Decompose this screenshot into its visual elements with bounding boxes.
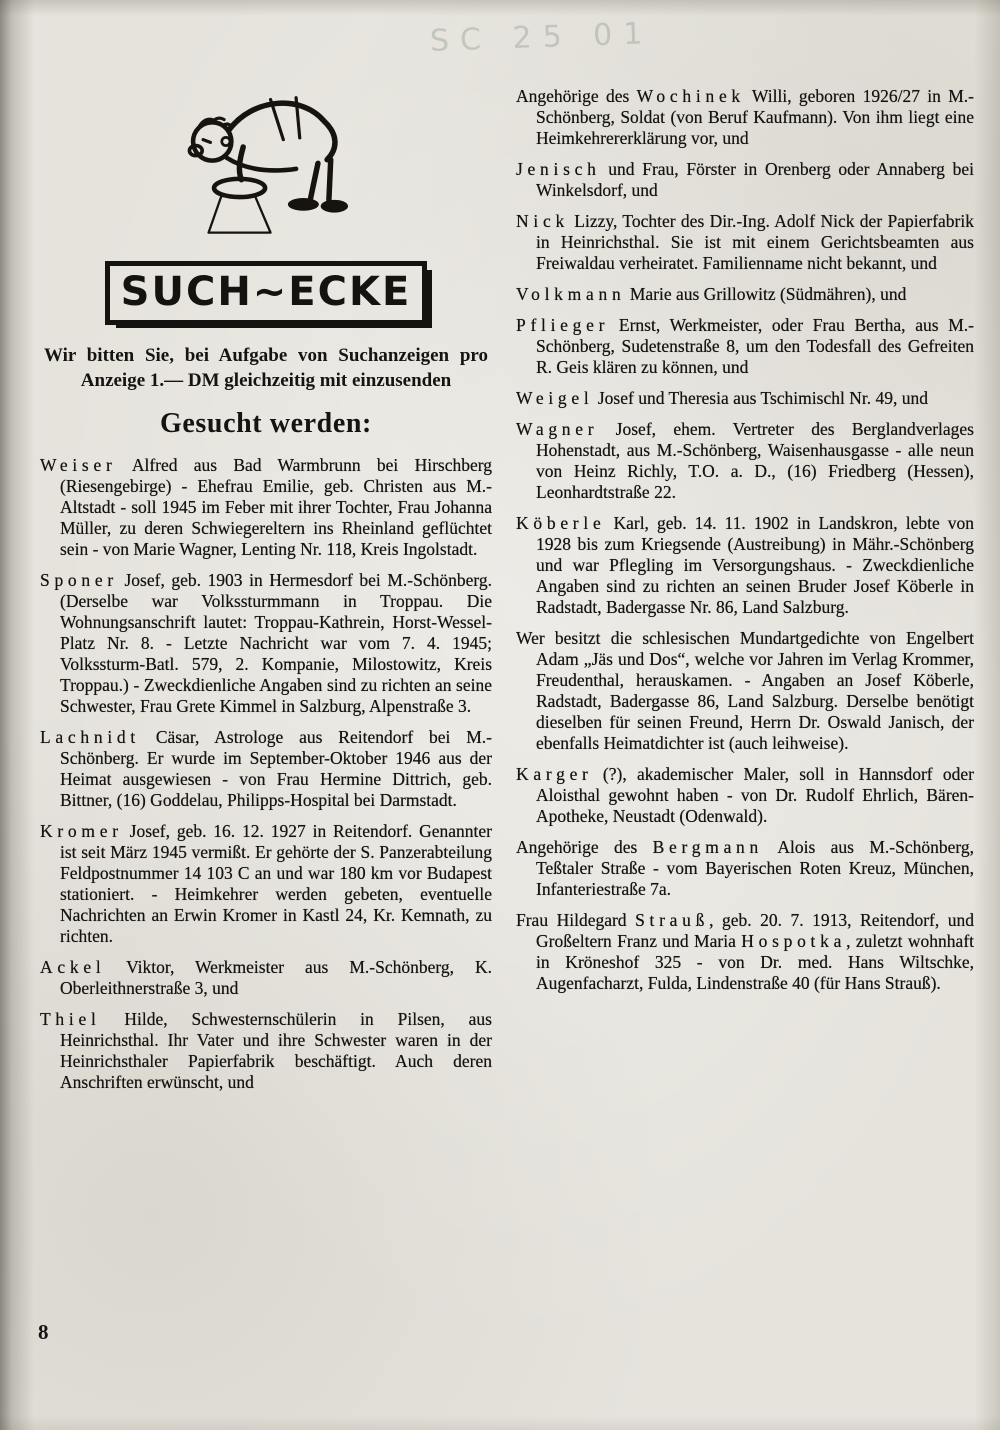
person-name: Volkmann [516,284,626,304]
person-name: Sponer [40,569,118,590]
search-entry [516,388,974,409]
entry-text: Josef, geb. 16. 12. 1927 in Reitendorf. Genannter ist seit März 1945 vermißt. Er gehörte der S. Panzerabteilung Feldpostnummer 14 103 C an und war 180 km vor Budapest stationiert. - Heimkehrer werden gebeten, eventuelle Nachrichten an Erwin Kromer in Kastl 24, Kr. Kemnath, zu richten. [60,820,492,946]
person-name: Thiel [40,1008,101,1029]
person-name: Strauß [635,910,710,930]
entry-text: Hilde, Schwesternschülerin in Pilsen, aus Heinrichsthal. Ihr Vater und ihre Schwester waren in der Heinrichsthaler Papierfabrik beschäftigt. Auch deren Anschriften erwünscht, und [60,1008,492,1092]
page-title: SUCH~ECKE [120,269,412,315]
person-name: Wagner [516,419,599,439]
entry-text: Wer besitzt die schlesischen Mundartgedichte von Engelbert Adam „Jäs und Dos“, welche vor Jahren im Verlag Krommer, Freudenthal, herauskamen. - Angaben an Josef Köberle, Radstadt, Badergasse 86, Land Salzburg. Derselbe benötigt dieselben für seinen Freund, Herrn Dr. Oswald Janisch, der ebenfalls Heimatdichter ist (auch leihweise). [516,628,974,753]
person-name: Kromer [40,820,123,841]
search-entry [40,570,492,717]
person-name: Weiser [40,454,117,475]
entry-text: (?), akademischer Maler, soll in Hannsdorf oder Aloisthal gewohnt haben - von Dr. Rudolf Ehrlich, Bären-Apotheke, Neustadt (Odenwald). [536,764,974,826]
entry-text: Angehörige des [516,837,653,857]
person-name: Wochinek [636,86,745,106]
entry-text: und Frau, Förster in Orenberg oder Annaberg bei Winkelsdorf, und [536,159,974,200]
search-entry [516,315,974,378]
entry-text: Cäsar, Astrologe aus Reitendorf bei M.-Schönberg. Er wurde im September-Oktober 1946 aus der Heimat ausgewiesen - von Frau Hermine Dittrich, geb. Bittner, (16) Goddelau, Philipps-Hospital bei Darmstadt. [60,726,492,810]
search-entry [516,211,974,274]
search-entry [516,837,974,900]
search-entry [40,1009,492,1093]
page-number: 8 [38,1320,49,1344]
entry-text: Ernst, Werkmeister, oder Frau Bertha, aus M.-Schönberg, Sudetenstraße 8, um den Todesfall des Gefreiten R. Geis klären zu können, und [536,315,974,377]
search-entry [40,455,492,560]
such-ecke-title-box [105,261,427,325]
entry-text: Josef, ehem. Vertreter des Berglandverlages Hohenstadt, aus M.-Schönberg, Waisenhausgasse - alle neun von Heinz Richly, T.O. a. D., (16) Friedberg (Hessen), Leonhardtstraße 22. [536,419,974,502]
person-name: Hospotka [741,931,847,951]
person-name: Ackel [40,956,106,977]
such-ecke-illustration [40,86,492,253]
entry-text: Josef und Theresia aus Tschimischl Nr. 49, und [593,388,928,408]
search-entry [516,86,974,149]
person-name: Weigel [516,388,594,408]
search-entry [516,284,974,305]
person-name: Lachnidt [40,726,140,747]
right-column [516,86,974,1103]
right-column-entries [516,86,974,994]
handwritten-pencil-mark: SC 25 01 [429,16,654,59]
entry-text: Karl, geb. 14. 11. 1902 in Landskron, lebte von 1928 bis zum Kriegsende (Austreibung) in Mähr.-Schönberg und war Pflegling im Versorgungshaus. - Zweckdienliche Angaben sind zu richten an seinen Bruder Josef Köberle in Radstadt, Badergasse Nr. 86, Land Salzburg. [536,513,974,617]
person-name: Pflieger [516,315,610,335]
entry-text: Viktor, Werkmeister aus M.-Schönberg, K. Oberleithnerstraße 3, und [60,956,492,998]
entry-text: Angehörige des [516,86,637,106]
entry-text: Lizzy, Tochter des Dir.-Ing. Adolf Nick der Papierfabrik in Heinrichsthal. Sie ist mit einem Gerichtsbeamten aus Freiwaldau verheiratet. Familienname nicht bekannt, und [536,211,974,273]
submission-notice: Wir bitten Sie, bei Aufgabe von Suchanzeigen pro Anzeige 1.— DM gleichzeitig mit einzusenden [44,345,488,392]
entry-text: Frau Hildegard [516,910,636,930]
entry-text: , zuletzt wohnhaft in Kröneshof 325 - von Dr. med. Hans Wiltschke, Augenfacharzt, Fulda, Lindenstraße 40 (für Hans Strauß). [536,931,975,993]
search-entry [516,628,974,754]
search-entry [516,419,974,503]
left-column-entries [40,455,492,1093]
entry-text: , geb. 20. 7. 1913, Reitendorf, und Großeltern Franz und Maria [536,910,974,951]
entry-text: Willi, geboren 1926/27 in M.-Schönberg, Soldat (von Beruf Kaufmann). Von ihm liegt eine Heimkehrererklärung vor, und [536,86,974,148]
search-entry [516,910,974,994]
search-entry [516,513,974,618]
search-entry [40,821,492,947]
search-entry [40,957,492,999]
search-entry [40,727,492,811]
man-with-magnifying-glass-icon [163,86,369,248]
person-name: Bergmann [652,837,764,857]
person-name: Köberle [516,513,606,533]
person-name: Jenisch [516,159,601,179]
person-name: Nick [516,211,569,231]
entry-text: Alois aus M.-Schönberg, Teßtaler Straße - vom Bayerischen Roten Kreuz, München, Infanteriestraße 7a. [536,837,974,899]
entry-text: Alfred aus Bad Warmbrunn bei Hirschberg (Riesengebirge) - Ehefrau Emilie, geb. Christen aus M.-Altstadt - soll 1945 im Feber mit ihrer Tochter, Frau Johanna Müller, zu deren Schwiegereltern ins Rheinland geflüchtet sein - von Marie Wagner, Lenting Nr. 118, Kreis Ingolstadt. [60,454,492,559]
search-entry [516,159,974,201]
person-name: Karger [516,764,593,784]
entry-text: Marie aus Grillowitz (Südmähren), und [625,284,907,304]
entry-text: Josef, geb. 1903 in Hermesdorf bei M.-Schönberg. (Derselbe war Volkssturmmann in Troppau. Die Wohnungsanschrift lautet: Troppau-Kathrein, Horst-Wessel-Platz Nr. 8. - Letzte Nachricht war vom 7. 4. 1945; Volkssturm-Batl. 579, 2. Kompanie, Milostowitz, Kreis Troppau.) - Zweckdienliche Angaben sind zu richten an seine Schwester, Frau Grete Kimmel in Salzburg, Alpenstraße 3. [60,569,492,716]
left-column [40,86,492,1103]
search-entry [516,764,974,827]
section-heading: Gesucht werden: [160,407,372,439]
